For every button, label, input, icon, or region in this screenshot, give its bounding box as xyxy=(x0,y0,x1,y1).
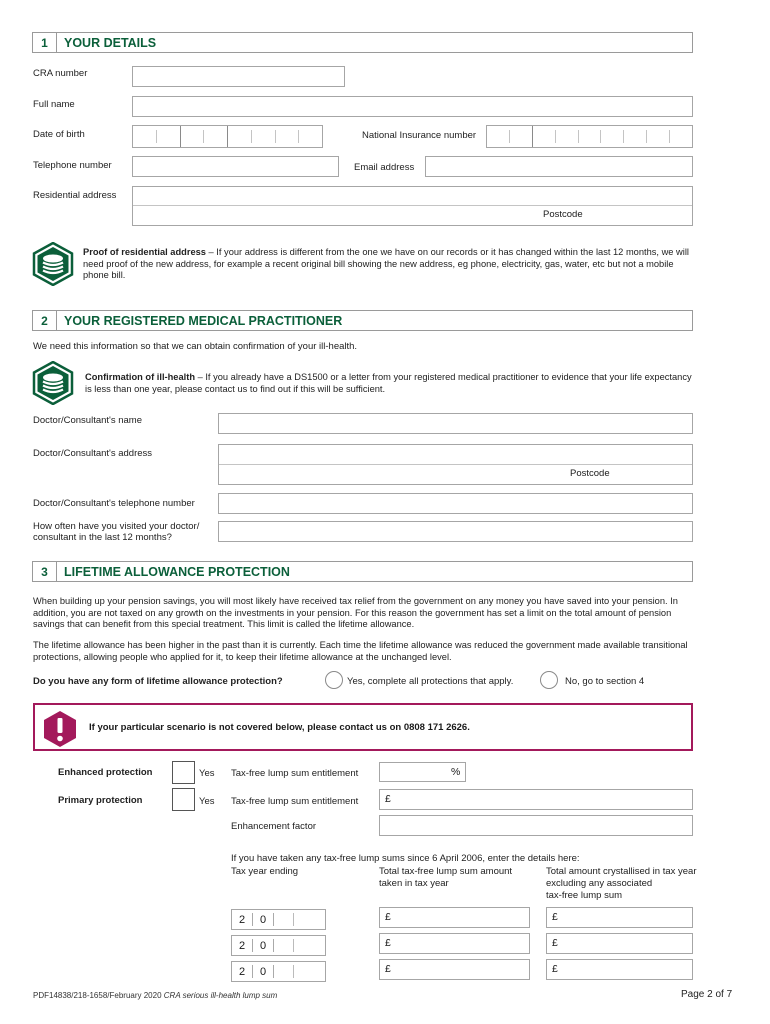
crystallised-amount-field[interactable] xyxy=(546,933,693,954)
footer-ref-code: PDF14838/218-1658/February 2020 xyxy=(33,991,162,1000)
section-title: YOUR DETAILS xyxy=(64,35,157,50)
primary-protection-checkbox[interactable] xyxy=(172,788,195,811)
email-label: Email address xyxy=(354,162,415,173)
tax-year-field[interactable] xyxy=(231,935,326,956)
full-name-field[interactable] xyxy=(132,96,693,117)
tax-year-field[interactable] xyxy=(231,909,326,930)
footer-doc-title: CRA serious ill-health lump sum xyxy=(163,991,278,1000)
proof-text: – If your address is different from the one we have on our records or it has changed within the last 12 months, we will need proof of the new address, for example a recent original bill showing the new address, eg phone, electricity, gas, water, etc but not a mobile phone bill. xyxy=(83,247,689,280)
doctor-name-label: Doctor/Consultant's name xyxy=(33,415,143,426)
phone-field[interactable] xyxy=(132,156,339,177)
col-total-line-1: Total tax-free lump sum amount xyxy=(379,866,513,877)
proof-title: Proof of residential address xyxy=(83,247,206,257)
section-number: 1 xyxy=(33,33,57,52)
section-1-header xyxy=(32,32,693,53)
section-number: 3 xyxy=(33,562,57,581)
pound-symbol: £ xyxy=(552,937,558,949)
visits-label xyxy=(33,521,199,543)
section-2-intro: We need this information so that we can obtain confirmation of your ill-health. xyxy=(33,341,358,352)
section-3-header xyxy=(32,561,693,582)
enhanced-taxfree-label: Tax-free lump sum entitlement xyxy=(231,768,359,779)
lta-no-radio[interactable] xyxy=(540,671,558,689)
doctor-address-label: Doctor/Consultant's address xyxy=(33,448,153,459)
lta-paragraph-2: The lifetime allowance has been higher in the past than it is currently. Each time the lifetime allowance was reduced the government made available transitional protections, allowing people who applied for it, to keep their lifetime allowance at the unchanged level. xyxy=(33,640,688,662)
section-title: YOUR REGISTERED MEDICAL PRACTITIONER xyxy=(64,313,343,328)
primary-taxfree-label: Tax-free lump sum entitlement xyxy=(231,796,359,807)
visits-label-line-1: How often have you visited your doctor/ xyxy=(33,521,200,532)
proof-of-address-note xyxy=(83,247,693,282)
tax-year-field[interactable] xyxy=(231,961,326,982)
lta-paragraph-1: When building up your pension savings, you will most likely have received tax relief from the government on any money you have saved into your pension. In addition, you are not taxed on any growth on the investments in your pension. For this reason the government has set a limit on the total amount of pension savings that can benefit from this special treatment. This limit is called the lifetime allowance. xyxy=(33,596,678,629)
total-lump-sum-field[interactable] xyxy=(379,907,530,928)
year-digit: 2 xyxy=(238,965,246,978)
enhanced-taxfree-percent-field[interactable] xyxy=(379,762,466,782)
col-header-tax-year: Tax year ending xyxy=(231,866,299,877)
year-digit: 0 xyxy=(259,965,267,978)
doctor-phone-field[interactable] xyxy=(218,493,693,514)
crystallised-amount-field[interactable] xyxy=(546,907,693,928)
doctor-name-field[interactable] xyxy=(218,413,693,434)
section-number: 2 xyxy=(33,311,57,330)
residential-address-label: Residential address xyxy=(33,190,117,201)
col-total-line-2: taken in tax year xyxy=(379,878,449,889)
lump-sum-intro: If you have taken any tax-free lump sums since 6 April 2006, enter the details here: xyxy=(231,853,580,864)
dob-label: Date of birth xyxy=(33,129,85,140)
pound-symbol: £ xyxy=(552,911,558,923)
year-digit: 2 xyxy=(238,939,246,952)
cra-number-label: CRA number xyxy=(33,68,88,79)
residential-address-field[interactable] xyxy=(132,186,693,226)
pound-symbol: £ xyxy=(385,793,391,805)
cra-number-field[interactable] xyxy=(132,66,345,87)
lta-question: Do you have any form of lifetime allowance protection? xyxy=(33,676,283,687)
total-lump-sum-field[interactable] xyxy=(379,959,530,980)
year-digit: 2 xyxy=(238,913,246,926)
percent-symbol: % xyxy=(451,766,461,778)
confirm-text: – If you already have a DS1500 or a letter from your registered medical practitioner to evidence that your life expectancy is less than one year, please contact us to find out if this will be sufficient. xyxy=(85,372,692,394)
page-number: Page 2 of 7 xyxy=(681,989,733,1000)
col-crys-line-2: excluding any associated xyxy=(546,878,653,889)
ni-number-field[interactable] xyxy=(486,125,693,148)
document-stack-icon xyxy=(32,361,74,405)
col-header-crystallised xyxy=(546,866,696,902)
enhanced-yes-label: Yes xyxy=(199,768,215,779)
year-digit: 0 xyxy=(259,913,267,926)
crystallised-amount-field[interactable] xyxy=(546,959,693,980)
postcode-label: Postcode xyxy=(543,209,583,220)
enhancement-factor-label: Enhancement factor xyxy=(231,821,317,832)
footer-reference xyxy=(33,991,277,1000)
dob-field[interactable] xyxy=(132,125,323,148)
alert-text: If your particular scenario is not covered below, please contact us on 0808 171 2626. xyxy=(89,722,470,733)
lta-yes-radio[interactable] xyxy=(325,671,343,689)
lta-yes-label: Yes, complete all protections that apply. xyxy=(347,676,514,687)
pound-symbol: £ xyxy=(552,963,558,975)
year-digit: 0 xyxy=(259,939,267,952)
section-2-header xyxy=(32,310,693,331)
col-crys-line-1: Total amount crystallised in tax year xyxy=(546,866,697,877)
primary-taxfree-amount-field[interactable] xyxy=(379,789,693,810)
doctor-address-field[interactable] xyxy=(218,444,693,485)
primary-protection-label: Primary protection xyxy=(58,795,143,806)
visits-label-line-2: consultant in the last 12 months? xyxy=(33,532,172,543)
full-name-label: Full name xyxy=(33,99,75,110)
document-stack-icon xyxy=(32,242,74,286)
col-crys-line-3: tax-free lump sum xyxy=(546,890,623,901)
ni-label: National Insurance number xyxy=(362,130,477,141)
postcode-label: Postcode xyxy=(570,468,610,479)
enhancement-factor-field[interactable] xyxy=(379,815,693,836)
enhanced-protection-checkbox[interactable] xyxy=(172,761,195,784)
lta-no-label: No, go to section 4 xyxy=(565,676,645,687)
col-header-total-lump xyxy=(379,866,512,890)
section-title: LIFETIME ALLOWANCE PROTECTION xyxy=(64,564,290,579)
confirmation-note xyxy=(85,372,693,395)
exclamation-icon xyxy=(42,710,78,748)
confirm-title: Confirmation of ill-health xyxy=(85,372,196,382)
pound-symbol: £ xyxy=(385,937,391,949)
primary-yes-label: Yes xyxy=(199,796,215,807)
phone-label: Telephone number xyxy=(33,160,112,171)
pound-symbol: £ xyxy=(385,963,391,975)
email-field[interactable] xyxy=(425,156,693,177)
doctor-phone-label: Doctor/Consultant's telephone number xyxy=(33,498,195,509)
visits-field[interactable] xyxy=(218,521,693,542)
contact-alert-box xyxy=(33,703,693,751)
enhanced-protection-label: Enhanced protection xyxy=(58,767,153,778)
pound-symbol: £ xyxy=(385,911,391,923)
total-lump-sum-field[interactable] xyxy=(379,933,530,954)
